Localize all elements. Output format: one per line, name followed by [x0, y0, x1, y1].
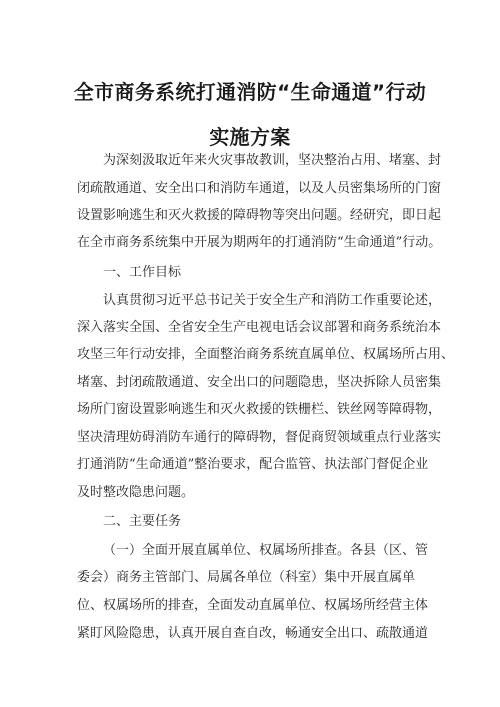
document-title-line-2: 实施方案	[209, 126, 291, 149]
document-title-line-1: 全市商务系统打通消防“生命通道”行动	[73, 81, 427, 104]
document-page: 全市商务系统打通消防“生命通道”行动 实施方案 为深刻汲取近年来火灾事故教训，坚决整治占用、堵塞、封 闭疏散通道、安全出口和消防车通道，以及人员密集场所的门窗 设置影响逃生和灭火救援的障碍物等突出问题。经研究，即日起 在全市商务系统集中开展为期两年的打通消防“生命通道”行动。 一、工作目标 认真贯彻习近平总书记关于安全生产和消防工作重要论述， 深入落实全国、全省安全生产电视电话会议部署和商务系统治本 攻坚三年行动安排，全面整治商务系统直属单位、权属场所占用、 堵塞、封闭疏散通道、安全出口的问题隐患，坚决拆除人员密集 场所门窗设置影响逃生和灭火救援的铁栅栏、铁丝网等障碍物， 坚决清理妨碍消防车通行的障碍物，督促商贸领域重点行业落实 打通消防“生命通道”整治要求，配合监管、执法部门督促企业 及时整改隐患问题。 二、主要任务 （一）全面开展直属单位、权属场所排查。各县（区、管 委会）商务主管部门、局属各单位（科室）集中开展直属单 位、权属场所的排查，全面发动直属单位、权属场所经营主体 紧盯风险隐患，认真开展自查自改，畅通安全出口、疏散通道	[0, 0, 500, 707]
